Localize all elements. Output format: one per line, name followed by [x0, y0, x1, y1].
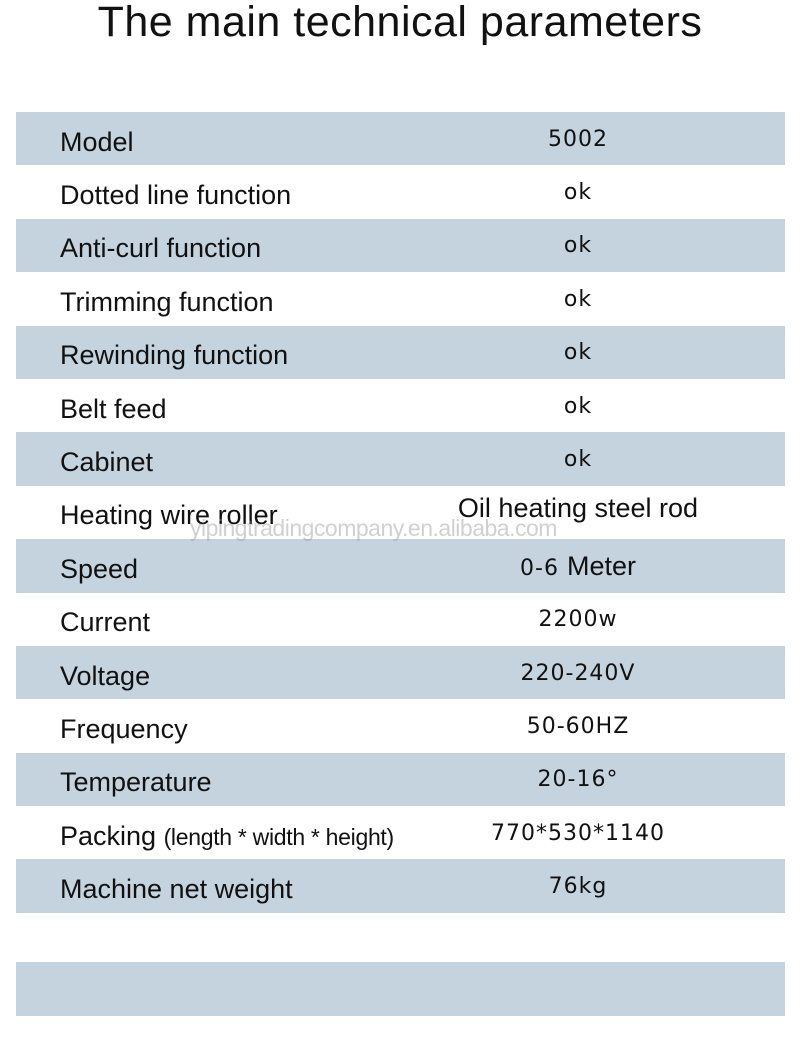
row-value: Oil heating steel rod: [457, 493, 699, 524]
row-label: Model: [60, 126, 134, 157]
row-value: ok: [563, 286, 593, 312]
row-label: Machine net weight: [60, 874, 293, 905]
row-label: Speed: [60, 554, 139, 585]
table-row-trimming: [16, 272, 785, 325]
speed-range: 0-6: [520, 555, 559, 581]
row-value: 770*530*1140: [491, 820, 665, 846]
parameters-table: [16, 112, 785, 913]
row-label: Belt feed: [60, 393, 167, 424]
table-row-frequency: [16, 699, 785, 752]
watermark: yipingtradingcompany.en.alibaba.com: [190, 515, 557, 541]
row-value: 76kg: [548, 874, 608, 900]
row-label: Current: [60, 607, 151, 638]
row-value: 220-240V: [520, 660, 636, 686]
packing-label: Packing: [60, 820, 157, 851]
row-label: Rewinding function: [60, 340, 289, 371]
table-row-packing: [16, 806, 785, 859]
table-row-dotted-line: [16, 165, 785, 218]
table-row-rewinding: [16, 326, 785, 379]
row-label: Cabinet: [60, 447, 154, 478]
table-row-speed: [16, 539, 785, 592]
row-value: 50-60HZ: [526, 713, 630, 739]
empty-shaded-band: [16, 962, 785, 1016]
table-row-anti-curl: [16, 219, 785, 272]
row-value: ok: [563, 340, 593, 366]
row-value: ok: [563, 447, 593, 473]
row-label: Voltage: [60, 660, 151, 691]
row-value: ok: [563, 180, 593, 206]
table-row-voltage: [16, 646, 785, 699]
table-row-model: [16, 112, 785, 165]
table-row-cabinet: [16, 432, 785, 485]
row-label: Frequency: [60, 714, 188, 745]
row-value: ok: [563, 393, 593, 419]
row-value: ok: [563, 233, 593, 259]
row-label: Heating wire roller: [60, 500, 278, 531]
row-label: Temperature: [60, 767, 212, 798]
packing-dimensions-note: (length * width * height): [163, 823, 394, 850]
row-value: 20-16°: [537, 767, 619, 793]
row-value: 2200w: [538, 607, 618, 633]
page-title: The main technical parameters: [97, 0, 703, 46]
row-value: 5002: [548, 126, 608, 152]
row-label: Trimming function: [60, 287, 274, 318]
row-label: [60, 821, 394, 852]
table-row-current: [16, 593, 785, 646]
table-row-net-weight: [16, 859, 785, 912]
table-row-temperature: [16, 753, 785, 806]
row-label: Dotted line function: [60, 180, 292, 211]
table-row-belt-feed: [16, 379, 785, 432]
speed-unit: Meter: [566, 550, 636, 581]
row-value: [520, 551, 636, 582]
row-label: Anti-curl function: [60, 233, 262, 264]
